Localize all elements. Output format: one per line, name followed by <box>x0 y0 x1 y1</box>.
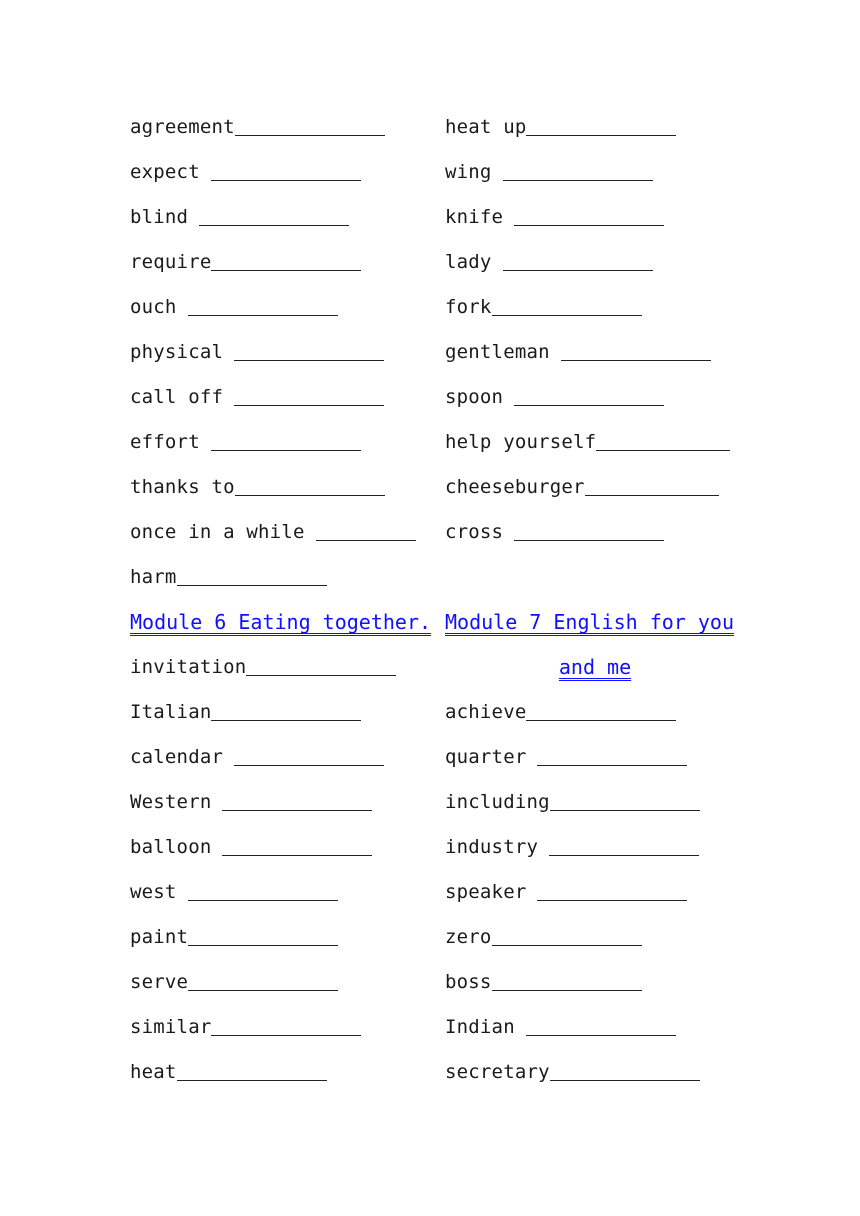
vocab-word: lady <box>445 251 492 273</box>
vocab-word: quarter <box>445 746 527 768</box>
answer-blank[interactable] <box>211 269 361 271</box>
vocab-word: ouch <box>130 296 177 318</box>
vocab-word: similar <box>130 1016 212 1038</box>
vocab-row <box>130 285 425 330</box>
answer-blank[interactable] <box>316 539 416 541</box>
vocab-word: once in a while <box>130 521 305 543</box>
vocab-word: knife <box>445 206 504 228</box>
right-column <box>445 105 745 1095</box>
answer-blank[interactable] <box>235 134 385 136</box>
answer-blank[interactable] <box>514 539 664 541</box>
vocab-word: call off <box>130 386 224 408</box>
answer-blank[interactable] <box>246 674 396 676</box>
answer-blank[interactable] <box>492 944 642 946</box>
vocab-row <box>445 375 745 420</box>
vocab-word: speaker <box>445 881 527 903</box>
vocab-word: thanks to <box>130 476 235 498</box>
answer-blank[interactable] <box>526 1034 676 1036</box>
answer-blank[interactable] <box>537 899 687 901</box>
vocab-word: including <box>445 791 550 813</box>
module-heading-row <box>445 600 745 645</box>
answer-blank[interactable] <box>549 854 699 856</box>
vocab-row <box>130 150 425 195</box>
vocab-row <box>130 825 425 870</box>
vocab-word: invitation <box>130 656 247 678</box>
vocab-row <box>445 510 745 555</box>
vocab-word: zero <box>445 926 492 948</box>
vocab-row <box>445 915 745 960</box>
vocab-row <box>130 240 425 285</box>
vocab-word: blind <box>130 206 189 228</box>
answer-blank[interactable] <box>537 764 687 766</box>
vocab-row <box>130 645 425 690</box>
vocab-row <box>130 195 425 240</box>
answer-blank[interactable] <box>188 989 338 991</box>
vocab-word: west <box>130 881 177 903</box>
module-7-heading-link[interactable]: Module 7 English for you <box>445 610 734 634</box>
vocab-row <box>445 195 745 240</box>
vocab-row <box>130 915 425 960</box>
vocab-word: secretary <box>445 1061 550 1083</box>
vocab-row <box>130 420 425 465</box>
answer-blank[interactable] <box>234 359 384 361</box>
answer-blank[interactable] <box>596 449 730 451</box>
vocab-row <box>445 465 745 510</box>
answer-blank[interactable] <box>526 719 676 721</box>
vocab-row <box>445 1005 745 1050</box>
vocab-word: industry <box>445 836 539 858</box>
vocab-word: harm <box>130 566 177 588</box>
answer-blank[interactable] <box>222 809 372 811</box>
vocab-row <box>445 870 745 915</box>
vocab-word: Western <box>130 791 212 813</box>
answer-blank[interactable] <box>177 1079 327 1081</box>
vocab-word: cheeseburger <box>445 476 585 498</box>
vocab-word: cross <box>445 521 504 543</box>
answer-blank[interactable] <box>514 224 664 226</box>
vocab-row <box>130 510 425 555</box>
answer-blank[interactable] <box>550 1079 700 1081</box>
vocab-word: calendar <box>130 746 224 768</box>
vocab-row <box>130 735 425 780</box>
vocab-word: help yourself <box>445 431 597 453</box>
vocab-row <box>130 375 425 420</box>
vocab-word: expect <box>130 161 200 183</box>
vocab-row <box>445 690 745 735</box>
vocab-row <box>445 735 745 780</box>
module-heading-row <box>130 600 432 645</box>
answer-blank[interactable] <box>585 494 719 496</box>
vocab-row <box>445 1050 745 1095</box>
answer-blank[interactable] <box>188 944 338 946</box>
vocab-word: physical <box>130 341 224 363</box>
answer-blank[interactable] <box>211 449 361 451</box>
vocab-word: paint <box>130 926 189 948</box>
vocab-row <box>445 825 745 870</box>
vocab-row <box>130 105 425 150</box>
vocab-word: require <box>130 251 212 273</box>
vocab-row <box>130 690 425 735</box>
answer-blank[interactable] <box>188 899 338 901</box>
answer-blank[interactable] <box>514 404 664 406</box>
vocab-word: boss <box>445 971 492 993</box>
answer-blank[interactable] <box>503 269 653 271</box>
module-heading-row <box>445 645 745 690</box>
vocab-word: fork <box>445 296 492 318</box>
vocab-word: Indian <box>445 1016 515 1038</box>
answer-blank[interactable] <box>177 584 327 586</box>
vocab-word: heat up <box>445 116 527 138</box>
answer-blank[interactable] <box>526 134 676 136</box>
vocab-word: gentleman <box>445 341 550 363</box>
answer-blank[interactable] <box>561 359 711 361</box>
vocab-row <box>445 420 745 465</box>
vocab-row <box>130 465 425 510</box>
vocab-word: achieve <box>445 701 527 723</box>
answer-blank[interactable] <box>188 314 338 316</box>
answer-blank[interactable] <box>492 314 642 316</box>
answer-blank[interactable] <box>503 179 653 181</box>
vocab-word: Italian <box>130 701 212 723</box>
vocab-row <box>130 1050 425 1095</box>
answer-blank[interactable] <box>234 404 384 406</box>
vocab-row <box>445 960 745 1005</box>
vocab-row <box>130 870 425 915</box>
answer-blank[interactable] <box>211 1034 361 1036</box>
vocab-row <box>445 150 745 195</box>
vocab-row <box>130 960 425 1005</box>
module-6-heading-link[interactable]: Module 6 Eating together. <box>130 610 432 634</box>
answer-blank[interactable] <box>211 719 361 721</box>
vocab-row <box>445 105 745 150</box>
vocab-word: wing <box>445 161 492 183</box>
answer-blank[interactable] <box>211 179 361 181</box>
vocab-word: agreement <box>130 116 235 138</box>
answer-blank[interactable] <box>199 224 349 226</box>
answer-blank[interactable] <box>235 494 385 496</box>
vocab-word: balloon <box>130 836 212 858</box>
vocab-row <box>130 330 425 375</box>
vocab-word: spoon <box>445 386 504 408</box>
answer-blank[interactable] <box>222 854 372 856</box>
empty-row <box>445 555 745 600</box>
vocab-row <box>445 330 745 375</box>
answer-blank[interactable] <box>492 989 642 991</box>
answer-blank[interactable] <box>234 764 384 766</box>
answer-blank[interactable] <box>550 809 700 811</box>
vocab-row <box>445 285 745 330</box>
vocab-word: effort <box>130 431 200 453</box>
module-7-heading-link-line2[interactable]: and me <box>558 655 632 679</box>
vocab-row <box>445 240 745 285</box>
vocab-row <box>130 555 425 600</box>
vocab-row <box>130 1005 425 1050</box>
vocab-word: serve <box>130 971 189 993</box>
vocab-row <box>445 780 745 825</box>
left-column <box>130 105 432 1095</box>
vocab-word: heat <box>130 1061 177 1083</box>
vocab-row <box>130 780 425 825</box>
